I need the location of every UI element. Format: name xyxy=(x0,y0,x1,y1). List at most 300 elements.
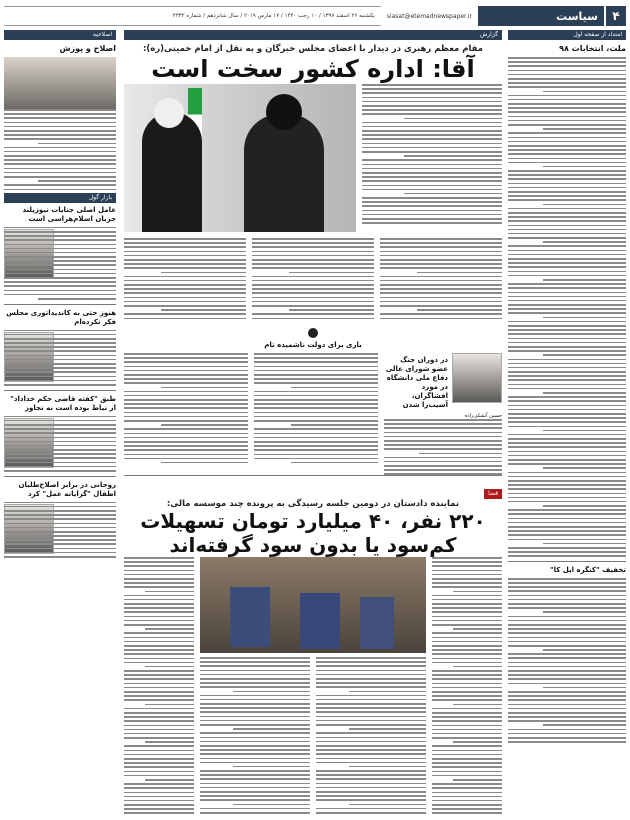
text-line xyxy=(252,276,374,278)
text-line xyxy=(316,778,426,780)
text-line xyxy=(200,732,310,734)
sub-headline: باری برای دولت ناشمیده تام xyxy=(264,341,362,349)
text-line xyxy=(362,180,502,182)
text-line xyxy=(508,400,626,402)
text-line xyxy=(200,753,310,755)
main-tag: گزارش xyxy=(124,30,502,40)
text-line xyxy=(124,557,194,559)
text-line xyxy=(124,433,248,435)
text-line xyxy=(124,812,194,814)
text-line xyxy=(508,216,626,218)
text-line xyxy=(124,616,194,618)
text-line xyxy=(316,661,426,663)
text-line xyxy=(124,251,246,253)
text-line xyxy=(508,616,626,618)
columnist-photo xyxy=(452,353,502,403)
text-line xyxy=(200,741,310,743)
text-line xyxy=(124,458,248,460)
left-headline-3: هنوز حتی به کاندیداتوری مجلس فکر نکرده‌ام xyxy=(6,308,116,326)
text-line xyxy=(124,649,194,651)
text-line xyxy=(4,172,116,174)
text-line xyxy=(4,359,116,361)
text-line xyxy=(4,527,116,529)
text-line xyxy=(38,143,116,145)
text-line xyxy=(316,711,426,713)
text-line xyxy=(4,350,116,352)
text-line xyxy=(254,378,378,380)
text-line xyxy=(384,465,502,467)
columnist-headline: در دوران جنگ عضو شورای عالی دفاع ملی دانشگاه در مورد افشاگران، آسیب‌زا شدن xyxy=(385,356,448,409)
text-line xyxy=(362,92,502,94)
text-line xyxy=(432,662,502,664)
text-line xyxy=(4,510,116,512)
text-line xyxy=(362,84,502,86)
left-body-3 xyxy=(4,330,116,386)
text-line xyxy=(508,699,626,701)
text-line xyxy=(508,375,626,377)
text-line xyxy=(254,395,378,397)
text-line xyxy=(4,273,116,275)
text-line xyxy=(233,804,310,806)
text-line xyxy=(508,379,626,381)
text-line xyxy=(4,159,116,161)
text-line xyxy=(124,771,194,773)
text-line xyxy=(124,653,194,655)
text-line xyxy=(316,657,426,659)
text-line xyxy=(362,97,502,99)
text-line xyxy=(349,728,426,730)
text-line xyxy=(124,382,248,384)
text-line xyxy=(316,741,426,743)
text-line xyxy=(508,691,626,693)
text-line xyxy=(349,804,426,806)
main-title: آقا: اداره کشور سخت است xyxy=(151,55,475,83)
text-line xyxy=(508,86,626,88)
text-line xyxy=(4,189,116,191)
text-line xyxy=(432,762,502,764)
columnist-text xyxy=(384,419,502,475)
text-line xyxy=(543,543,626,545)
text-line xyxy=(124,745,194,747)
text-line xyxy=(508,599,626,601)
text-line xyxy=(4,117,116,119)
text-line xyxy=(316,808,426,810)
text-line xyxy=(4,424,116,426)
text-line xyxy=(432,695,502,697)
text-line xyxy=(200,762,310,764)
text-line xyxy=(362,134,502,136)
text-line xyxy=(4,432,116,434)
main-kicker: مقام معظم رهبری در دیدار با اعضای مجلس خبرگان و به نقل از امام خمینی(ره): xyxy=(142,44,484,54)
text-line xyxy=(4,441,116,443)
text-line xyxy=(362,168,502,170)
text-line xyxy=(432,716,502,718)
text-line xyxy=(4,134,116,136)
text-line xyxy=(200,695,310,697)
text-line xyxy=(124,804,194,806)
text-line xyxy=(384,473,502,475)
text-line xyxy=(124,687,194,689)
text-line xyxy=(252,280,374,282)
text-line xyxy=(508,632,626,634)
text-line xyxy=(124,449,248,451)
text-line xyxy=(4,523,116,525)
text-line xyxy=(380,263,502,265)
text-line xyxy=(508,637,626,639)
text-line xyxy=(508,476,626,478)
text-line xyxy=(316,665,426,667)
text-line xyxy=(508,729,626,731)
text-line xyxy=(508,250,626,252)
text-line xyxy=(508,325,626,327)
text-line xyxy=(124,808,194,810)
text-line xyxy=(4,548,116,550)
text-line xyxy=(508,371,626,373)
text-line xyxy=(508,451,626,453)
text-line xyxy=(38,449,116,451)
right-headline: ملت، انتخابات ۹۸ xyxy=(559,44,626,53)
text-line xyxy=(543,317,626,319)
text-line xyxy=(252,263,374,265)
text-line xyxy=(124,318,246,320)
text-line xyxy=(453,666,502,668)
text-line xyxy=(124,595,194,597)
sub-divider-icon xyxy=(308,328,318,338)
left-headline-4: طبق "کفته قاضی حکم خداداد" از نیاط بوده است نه تجاوز xyxy=(10,394,116,412)
text-line xyxy=(161,387,248,389)
text-line xyxy=(432,607,502,609)
text-line xyxy=(508,586,626,588)
text-line xyxy=(124,607,194,609)
text-line xyxy=(508,666,626,668)
text-line xyxy=(508,208,626,210)
text-line xyxy=(432,733,502,735)
text-line xyxy=(4,252,116,254)
text-line xyxy=(432,725,502,727)
text-line xyxy=(124,750,194,752)
text-line xyxy=(432,771,502,773)
text-line xyxy=(543,166,626,168)
text-line xyxy=(124,361,248,363)
text-line xyxy=(124,624,194,626)
text-line xyxy=(432,687,502,689)
text-line xyxy=(508,620,626,622)
text-line xyxy=(432,750,502,752)
text-line xyxy=(432,674,502,676)
text-line xyxy=(289,272,374,274)
text-line xyxy=(200,795,310,797)
text-line xyxy=(4,163,116,165)
text-line xyxy=(124,775,194,777)
text-line xyxy=(432,800,502,802)
text-line xyxy=(316,686,426,688)
text-line xyxy=(508,539,626,541)
text-line xyxy=(316,774,426,776)
text-line xyxy=(508,292,626,294)
text-line xyxy=(362,210,502,212)
text-line xyxy=(384,427,502,429)
text-line xyxy=(4,294,116,296)
text-line xyxy=(508,509,626,511)
left-tag: اصلاحیه xyxy=(4,30,116,40)
text-line xyxy=(508,733,626,735)
text-line xyxy=(124,762,194,764)
text-line xyxy=(124,276,246,278)
text-line xyxy=(362,197,502,199)
text-line xyxy=(254,391,378,393)
text-line xyxy=(124,678,194,680)
text-line xyxy=(384,436,502,438)
text-line xyxy=(508,191,626,193)
text-line xyxy=(124,632,194,634)
text-line xyxy=(508,308,626,310)
text-line xyxy=(432,658,502,660)
text-line xyxy=(4,248,116,250)
text-line xyxy=(4,290,116,292)
text-line xyxy=(38,535,116,537)
text-line xyxy=(124,305,246,307)
text-line xyxy=(508,712,626,714)
text-line xyxy=(508,459,626,461)
text-line xyxy=(508,653,626,655)
text-line xyxy=(543,128,626,130)
text-line xyxy=(508,141,626,143)
text-line xyxy=(543,354,626,356)
text-line xyxy=(4,518,116,520)
text-line xyxy=(432,624,502,626)
text-line xyxy=(254,420,378,422)
text-line xyxy=(4,168,116,170)
text-line xyxy=(200,787,310,789)
text-line xyxy=(404,155,502,157)
text-line xyxy=(508,350,626,352)
text-line xyxy=(453,704,502,706)
text-line xyxy=(124,288,246,290)
text-line xyxy=(316,812,426,814)
text-line xyxy=(384,440,502,442)
text-line xyxy=(508,513,626,515)
section-email: siasat@etemadnewspaper.ir xyxy=(386,12,472,20)
text-line xyxy=(124,729,194,731)
text-line xyxy=(124,674,194,676)
text-line xyxy=(432,561,502,563)
text-line xyxy=(124,267,246,269)
text-line xyxy=(4,457,116,459)
text-line xyxy=(4,176,116,178)
text-line xyxy=(508,526,626,528)
text-line xyxy=(362,205,502,207)
text-line xyxy=(432,603,502,605)
text-line xyxy=(432,787,502,789)
left-headline-1: اصلاح و پوزش xyxy=(59,44,116,53)
text-line xyxy=(124,366,248,368)
text-line xyxy=(200,707,310,709)
text-line xyxy=(124,353,248,355)
text-line xyxy=(432,649,502,651)
text-line xyxy=(200,812,310,814)
text-line xyxy=(316,795,426,797)
text-line xyxy=(508,329,626,331)
text-line xyxy=(145,741,194,743)
text-line xyxy=(508,708,626,710)
date-line: یکشنبه ۲۶ اسفند ۱۳۹۷ / ۱۰ رجب ۱۴۴۰ / ۱۷ مارس ۲۰۱۹ / سال شانزدهم / شماره ۴۳۳۲ xyxy=(4,6,381,26)
text-line xyxy=(508,137,626,139)
text-line xyxy=(432,766,502,768)
text-line xyxy=(508,300,626,302)
text-line xyxy=(252,305,374,307)
text-line xyxy=(543,430,626,432)
main-area xyxy=(124,30,502,816)
text-line xyxy=(124,561,194,563)
main-lead-text xyxy=(362,84,502,232)
text-line xyxy=(508,170,626,172)
text-line xyxy=(362,130,502,132)
text-line xyxy=(4,109,116,111)
text-line xyxy=(145,704,194,706)
text-line xyxy=(508,233,626,235)
text-line xyxy=(508,229,626,231)
text-line xyxy=(380,305,502,307)
court-body-b xyxy=(316,657,426,816)
main-body-c xyxy=(124,238,246,328)
right-tag: امتداد از صفحه اول xyxy=(508,30,626,40)
text-line xyxy=(316,783,426,785)
text-line xyxy=(384,457,502,459)
text-line xyxy=(508,287,626,289)
text-line xyxy=(200,674,310,676)
text-line xyxy=(4,342,116,344)
text-line xyxy=(254,407,378,409)
text-line xyxy=(200,670,310,672)
left-body-5 xyxy=(4,502,116,558)
text-line xyxy=(362,126,502,128)
text-line xyxy=(316,699,426,701)
text-line xyxy=(508,741,626,743)
text-line xyxy=(124,441,248,443)
text-line xyxy=(4,239,116,241)
text-line xyxy=(291,424,378,426)
text-line xyxy=(432,620,502,622)
text-line xyxy=(508,321,626,323)
text-line xyxy=(4,130,116,132)
text-line xyxy=(124,255,246,257)
text-line xyxy=(4,277,116,279)
main-body-e xyxy=(124,353,248,471)
text-line xyxy=(508,120,626,122)
text-line xyxy=(508,124,626,126)
text-line xyxy=(453,628,502,630)
text-line xyxy=(432,616,502,618)
text-line xyxy=(4,147,116,149)
text-line xyxy=(508,178,626,180)
text-line xyxy=(380,313,502,315)
text-line xyxy=(508,472,626,474)
text-line xyxy=(432,611,502,613)
text-line xyxy=(291,462,378,464)
text-line xyxy=(200,716,310,718)
text-line xyxy=(508,220,626,222)
text-line xyxy=(508,254,626,256)
text-line xyxy=(508,603,626,605)
text-line xyxy=(4,346,116,348)
text-line xyxy=(508,409,626,411)
main-body-a xyxy=(380,238,502,328)
text-line xyxy=(124,370,248,372)
text-line xyxy=(316,724,426,726)
text-line xyxy=(124,712,194,714)
text-line xyxy=(432,565,502,567)
text-line xyxy=(124,783,194,785)
text-line xyxy=(508,426,626,428)
text-line xyxy=(161,272,246,274)
text-line xyxy=(508,78,626,80)
text-line xyxy=(508,153,626,155)
text-line xyxy=(124,599,194,601)
text-line xyxy=(508,82,626,84)
text-line xyxy=(254,454,378,456)
text-line xyxy=(252,242,374,244)
text-line xyxy=(508,107,626,109)
text-line xyxy=(508,590,626,592)
page-number: ۴ xyxy=(606,6,626,26)
text-line xyxy=(4,539,116,541)
text-line xyxy=(254,382,378,384)
court-body-a xyxy=(432,557,502,816)
text-line xyxy=(4,227,116,229)
text-line xyxy=(4,281,116,283)
text-line xyxy=(316,716,426,718)
text-line xyxy=(432,792,502,794)
text-line xyxy=(380,318,502,320)
text-line xyxy=(508,346,626,348)
text-line xyxy=(200,799,310,801)
text-line xyxy=(4,285,116,287)
text-line xyxy=(124,412,248,414)
text-line xyxy=(252,313,374,315)
text-line xyxy=(432,645,502,647)
text-line xyxy=(252,259,374,261)
text-line xyxy=(4,552,116,554)
text-line xyxy=(124,292,246,294)
text-line xyxy=(200,665,310,667)
text-line xyxy=(254,433,378,435)
text-line xyxy=(432,812,502,814)
text-line xyxy=(200,678,310,680)
text-line xyxy=(508,187,626,189)
text-line xyxy=(508,312,626,314)
text-line xyxy=(124,437,248,439)
text-line xyxy=(124,403,248,405)
text-line xyxy=(384,448,502,450)
text-line xyxy=(254,416,378,418)
text-line xyxy=(508,518,626,520)
text-line xyxy=(124,407,248,409)
text-line xyxy=(4,514,116,516)
text-line xyxy=(254,361,378,363)
left-body-1 xyxy=(4,109,116,190)
text-line xyxy=(124,301,246,303)
text-line xyxy=(432,653,502,655)
text-line xyxy=(432,737,502,739)
right-box-text xyxy=(508,578,626,743)
court-kicker: نماینده دادستان در دومین جلسه رسیدگی به پرونده چند موسسه مالی: xyxy=(166,499,460,509)
text-line xyxy=(508,388,626,390)
text-line xyxy=(252,238,374,240)
text-line xyxy=(124,578,194,580)
text-line xyxy=(254,449,378,451)
text-line xyxy=(124,733,194,735)
text-line xyxy=(380,284,502,286)
